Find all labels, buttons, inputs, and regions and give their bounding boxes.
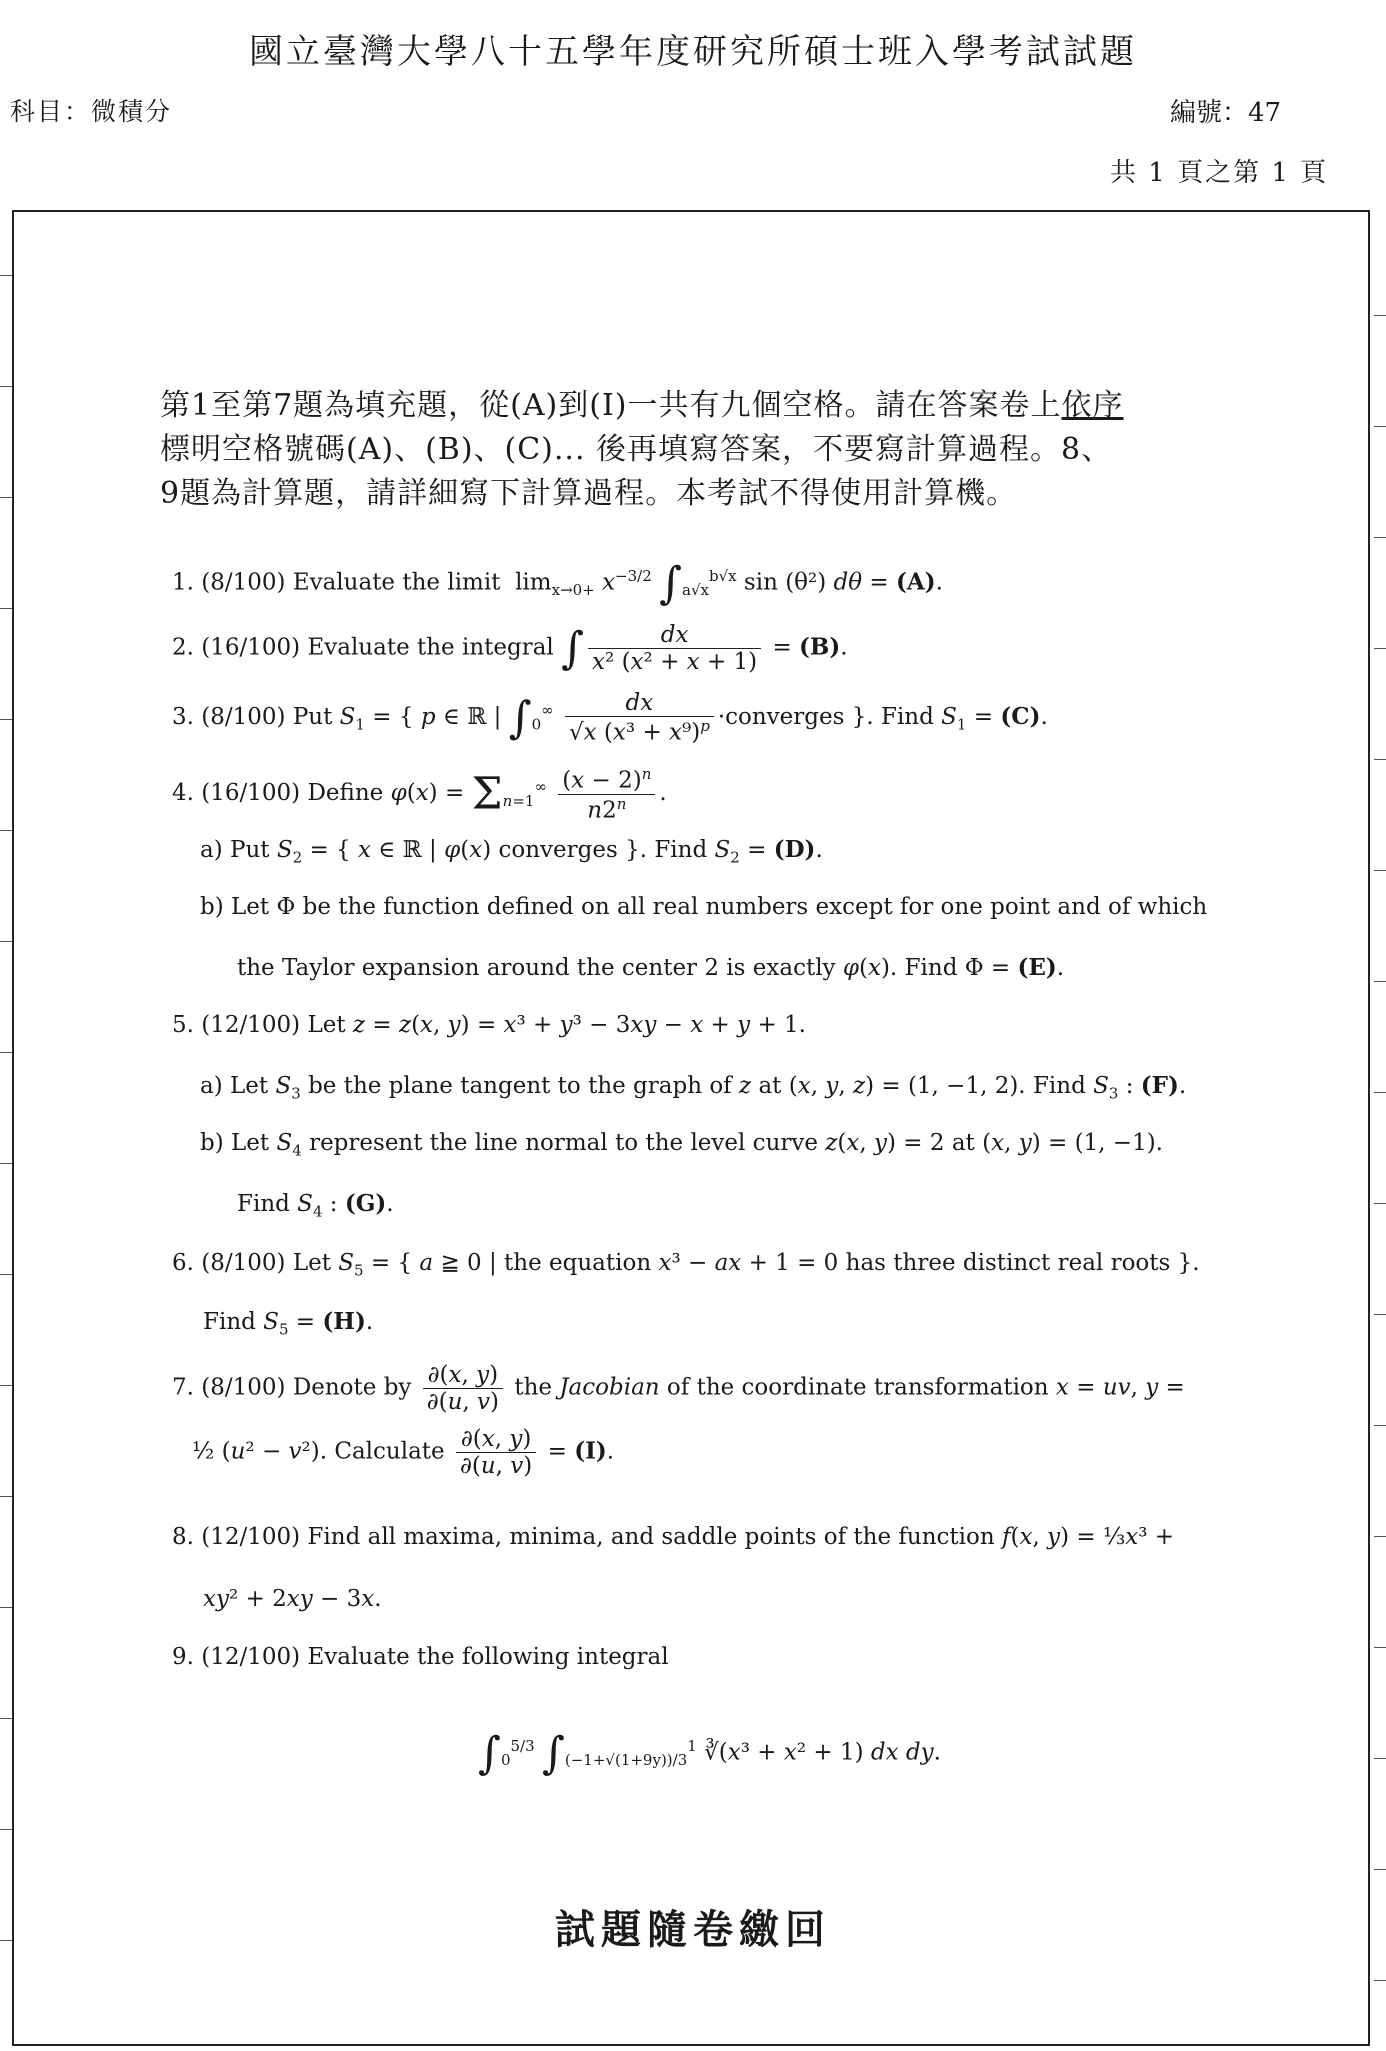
instruction-line-3: 9題為計算題，請詳細寫下計算過程。本考試不得使用計算機。	[160, 476, 1018, 511]
right-margin-tick	[1374, 870, 1386, 871]
question-8-cont: xy² + 2xy − 3x.	[203, 1586, 382, 1612]
question-9-integral: $\int_0^{5/3}$ $\int_{(-1+√(1+9y))/3}^1$ ∛(x³ + x² + 1) dx dy.	[478, 1728, 941, 1779]
question-5a: a) Let $S_3$ be the plane tangent to the graph of z at (x, y, z) = (1, −1, 2). Find $S_3$ : (F).	[200, 1072, 1187, 1103]
question-6-cont: Find $S_5 = (H)$.	[203, 1308, 374, 1339]
question-4b: b) Let Φ be the function defined on all real numbers except for one point and of which	[200, 894, 1208, 920]
question-4a: a) Put $S_2$ = { x ∈ ℝ | φ(x) converges }. Find $S_2 = (D)$.	[200, 836, 823, 867]
question-5b-cont: Find $S_4$ : (G).	[237, 1190, 394, 1221]
question-5: 5. (12/100) Let z = z(x, y) = x³ + y³ − 3xy − x + y + 1.	[172, 1012, 806, 1038]
subject-label: 科目：微積分	[10, 97, 173, 126]
left-margin-tick	[0, 275, 12, 276]
right-margin-tick	[1374, 1758, 1386, 1759]
right-margin-tick	[1374, 315, 1386, 316]
left-margin-tick	[0, 1718, 12, 1719]
right-margin-tick	[1374, 1869, 1386, 1870]
right-margin-tick	[1374, 1536, 1386, 1537]
page-info: 共 1 頁之第 1 頁	[1110, 158, 1329, 188]
question-3: 3. (8/100) Put $S_1$ = { p ∈ ℝ | $\int_0^\infty$ $\frac{dx}{√x (x^3 + x^9)^p}$ ·converges }. Find $S_1 = (C)$.	[172, 690, 1048, 746]
return-notice: 試題隨卷繳回	[555, 1906, 831, 1953]
question-1: 1. (8/100) Evaluate the limit $\lim_{x\to 0+} x^{-3/2}$ $\int_{a√x}^{b√x}$ sin (θ²) dθ = (A).	[172, 558, 943, 609]
question-9: 9. (12/100) Evaluate the following integral	[172, 1644, 669, 1670]
right-margin-tick	[1374, 1314, 1386, 1315]
right-margin-tick	[1374, 1092, 1386, 1093]
left-margin-tick	[0, 1385, 12, 1386]
left-margin-tick	[0, 941, 12, 942]
right-margin-tick	[1374, 648, 1386, 649]
question-4b-cont: the Taylor expansion around the center 2 is exactly φ(x). Find Φ = (E).	[237, 954, 1065, 981]
left-margin-tick	[0, 608, 12, 609]
exam-title: 國立臺灣大學八十五學年度研究所碩士班入學考試試題	[249, 32, 1137, 72]
left-margin-tick	[0, 830, 12, 831]
right-margin-tick	[1374, 1203, 1386, 1204]
left-margin-tick	[0, 1607, 12, 1608]
right-margin-tick	[1374, 1647, 1386, 1648]
right-margin-tick	[1374, 1980, 1386, 1981]
question-8: 8. (12/100) Find all maxima, minima, and saddle points of the function f(x, y) = ⅓x³ +	[172, 1524, 1175, 1550]
exam-code: 編號：47	[1170, 98, 1282, 128]
left-margin-tick	[0, 386, 12, 387]
question-2: 2. (16/100) Evaluate the integral ∫ $\frac{dx}{\text{x² (x² + x + 1)}}$ = (B).	[172, 622, 848, 675]
left-margin-tick	[0, 719, 12, 720]
instructions	[160, 384, 1240, 516]
left-margin-tick	[0, 1274, 12, 1275]
right-margin-tick	[1374, 537, 1386, 538]
left-margin-tick	[0, 497, 12, 498]
right-margin-tick	[1374, 1425, 1386, 1426]
left-margin-tick	[0, 1496, 12, 1497]
question-5b: b) Let $S_4$ represent the line normal to the level curve z(x, y) = 2 at (x, y) = (1, −1).	[200, 1130, 1163, 1160]
question-6: 6. (8/100) Let $S_5$ = { a ≧ 0 | the equation x³ − ax + 1 = 0 has three distinct real roots }.	[172, 1250, 1200, 1280]
left-margin-tick	[0, 1829, 12, 1830]
right-margin-tick	[1374, 981, 1386, 982]
instruction-line-2: 標明空格號碼(A)、(B)、(C)... 後再填寫答案，不要寫計算過程。8、	[160, 432, 1113, 467]
left-margin-tick	[0, 1052, 12, 1053]
left-margin-tick	[0, 1163, 12, 1164]
question-7-cont: ½ (u² − v²). Calculate $\frac{\partial(x, y)}{\partial(u, v)}$ = (I).	[192, 1426, 615, 1479]
question-4: 4. (16/100) Define $\varphi(x) = \Sigma_{n=1}^\infty$ $\frac{(x - 2)^n}{n2^n}$ .	[172, 765, 667, 824]
question-7: 7. (8/100) Denote by $\frac{\partial(x, y)}{\partial(u, v)}$ the Jacobian of the coordinate transformation x = uv, y =	[172, 1362, 1185, 1415]
instruction-line-1: 第1至第7題為填充題，從(A)到(I)一共有九個空格。請在答案卷上依序	[160, 388, 1124, 423]
right-margin-tick	[1374, 759, 1386, 760]
right-margin-tick	[1374, 426, 1386, 427]
